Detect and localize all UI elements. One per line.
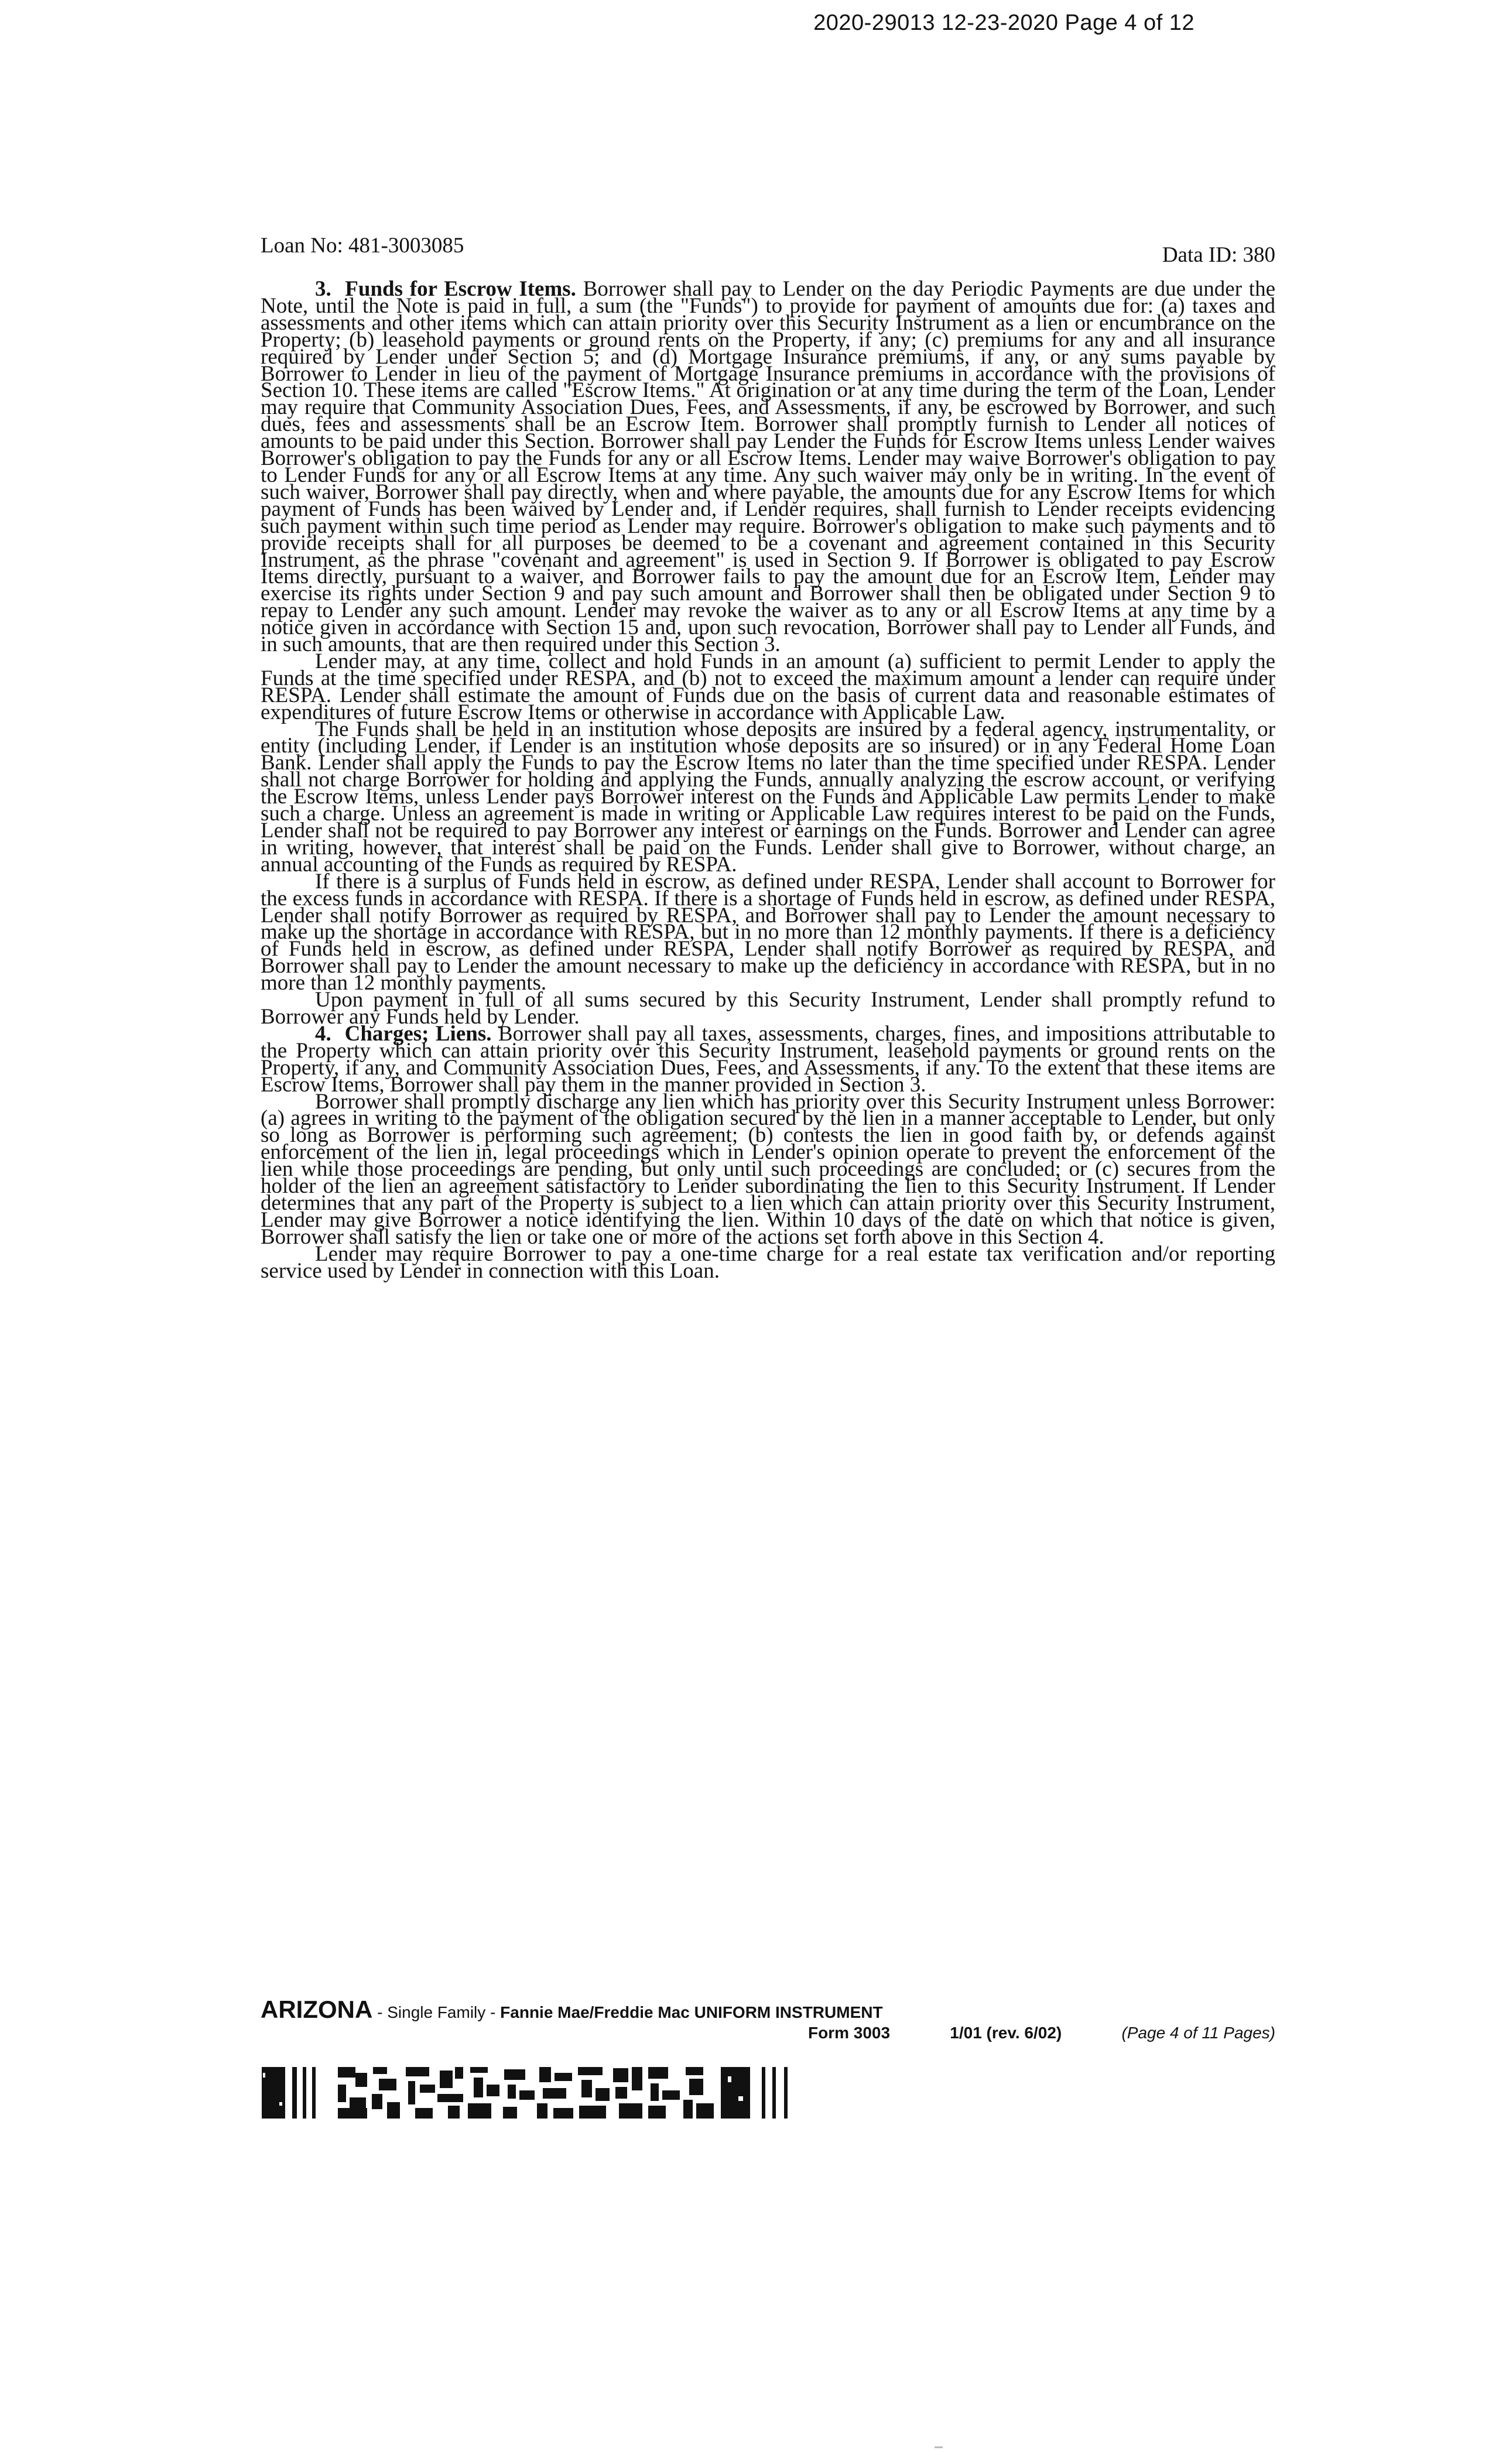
section-4-text-1: Borrower shall pay all taxes, assessments, charges, fines, and impositions attributable to the Property which can attain priority over this Security Instrument, leasehold payments or ground rents on the Property, if any, and Community Association Dues, Fees, and Assessments, if any. To the extent that these items are Escrow Items, Borrower shall pay them in the manner provided in Section 3. xyxy=(261,1021,1276,1097)
footer-form-number: Form 3003 xyxy=(808,2024,891,2042)
section-3-paragraph-1 xyxy=(261,277,1275,657)
scan-artifact xyxy=(935,2446,943,2448)
section-4-paragraph-3: Lender may require Borrower to pay a one-time charge for a real estate tax verification and/or reporting service used by Lender in connection with this Loan. xyxy=(261,1241,1275,1283)
footer-separator: - xyxy=(485,2003,501,2021)
section-3-paragraph-4: If there is a surplus of Funds held in escrow, as defined under RESPA, Lender shall account to Borrower for the excess funds in accordance with RESPA. If there is a shortage of Funds held in escrow, as defined under RESPA, Lender shall notify Borrower as required by RESPA, and Borrower shall pay to Lender the amount necessary to make up the shortage in accordance with RESPA, but in no more than 12 monthly payments. If there is a deficiency of Funds held in escrow, as defined under RESPA, Lender shall notify Borrower as required by RESPA, and Borrower shall pay to Lender the amount necessary to make up the deficiency in accordance with RESPA, but in no more than 12 monthly payments. xyxy=(261,869,1275,995)
footer-family: Single Family xyxy=(387,2003,486,2021)
section-3-paragraph-3: The Funds shall be held in an institution whose deposits are insured by a federal agency, instrumentality, or entity (including Lender, if Lender is an institution whose deposits are so insured) or in any Federal Home Loan Bank. Lender shall apply the Funds to pay the Escrow Items no later than the time specified under RESPA. Lender shall not charge Borrower for holding and applying the Funds, annually analyzing the escrow account, or verifying the Escrow Items, unless Lender pays Borrower interest on the Funds and Applicable Law permits Lender to make such a charge. Unless an agreement is made in writing or Applicable Law requires interest to be paid on the Funds, Lender shall not be required to pay Borrower any interest or earnings on the Funds. Borrower and Lender can agree in writing, however, that interest shall be paid on the Funds. Lender shall give to Borrower, without charge, an annual accounting of the Funds as required by RESPA. xyxy=(261,717,1275,877)
section-4-paragraph-1 xyxy=(261,1021,1276,1097)
barcode-image xyxy=(262,2067,806,2119)
section-3-paragraph-2: Lender may, at any time, collect and hold Funds in an amount (a) sufficient to permit Lender to apply the Funds at the time specified under RESPA, and (b) not to exceed the maximum amount a lender can require under RESPA. Lender shall estimate the amount of Funds due on the basis of current data and reasonable estimates of expenditures of future Escrow Items or otherwise in accordance with Applicable Law. xyxy=(261,649,1275,724)
form-footer-info xyxy=(808,2024,1275,2042)
footer-separator: - xyxy=(372,2003,388,2021)
section-4-heading: Charges; Liens. xyxy=(344,1021,492,1046)
section-4-paragraph-2: Borrower shall promptly discharge any lien which has priority over this Security Instrument unless Borrower: (a) agrees in writing to the payment of the obligation secured by the lien in a manner acceptable to Lender, but only so long as Borrower is performing such agreement; (b) contests the lien in good faith by, or defends against enforcement of the lien in, legal proceedings which in Lender's opinion operate to prevent the enforcement of the lien while those proceedings are pending, but only until such proceedings are concluded; or (c) secures from the holder of the lien an agreement satisfactory to Lender subordinating the lien to this Security Instrument. If Lender determines that any part of the Property is subject to a lien which can attain priority over this Security Instrument, Lender may give Borrower a notice identifying the lien. Within 10 days of the date on which that notice is given, Borrower shall satisfy the lien or take one or more of the actions set forth above in this Section 4. xyxy=(261,1089,1275,1249)
section-3-number: 3. xyxy=(315,277,331,301)
section-3-paragraph-5: Upon payment in full of all sums secured by this Security Instrument, Lender shall promptly refund to Borrower any Funds held by Lender. xyxy=(261,988,1275,1029)
footer-page-count: (Page 4 of 11 Pages) xyxy=(1121,2024,1275,2042)
section-3-heading: Funds for Escrow Items. xyxy=(345,277,576,301)
footer-instrument: Fannie Mae/Freddie Mac UNIFORM INSTRUMENT xyxy=(500,2003,883,2021)
loan-number: Loan No: 481-3003085 xyxy=(261,234,464,258)
data-id: Data ID: 380 xyxy=(1162,243,1275,267)
footer-state: ARIZONA xyxy=(261,1996,373,2023)
document-body xyxy=(261,277,1276,1283)
loan-header xyxy=(261,233,1275,268)
section-3-text-1: Borrower shall pay to Lender on the day Periodic Payments are due under the Note, until the Note is paid in full, a sum (the "Funds") to provide for payment of amounts due for: (a) taxes and assessments and other items which can attain priority over this Security Instrument as a lien or encumbrance on the Property; (b) leasehold payments or ground rents on the Property, if any; (c) premiums for any and all insurance required by Lender under Section 5; and (d) Mortgage Insurance premiums, if any, or any sums payable by Borrower to Lender in lieu of the payment of Mortgage Insurance premiums in accordance with the provisions of Section 10. These items are called "Escrow Items." At origination or at any time during the term of the Loan, Lender may require that Community Association Dues, Fees, and Assessments, if any, be escrowed by Borrower, and such dues, fees and assessments shall be an Escrow Item. Borrower shall promptly furnish to Lender all notices of amounts to be paid under this Section. Borrower shall pay Lender the Funds for Escrow Items unless Lender waives Borrower's obligation to pay the Funds for any or all Escrow Items. Lender may waive Borrower's obligation to pay to Lender Funds for any or all Escrow Items at any time. Any such waiver may only be in writing. In the event of such waiver, Borrower shall pay directly, when and where payable, the amounts due for any Escrow Items for which payment of Funds has been waived by Lender and, if Lender requires, shall furnish to Lender receipts evidencing such payment within such time period as Lender may require. Borrower's obligation to make such payments and to provide receipts shall for all purposes be deemed to be a covenant and agreement contained in this Security Instrument, as the phrase "covenant and agreement" is used in Section 9. If Borrower is obligated to pay Escrow Items directly, pursuant to a waiver, and Borrower fails to pay the amount due for an Escrow Item, Lender may exercise its rights under Section 9 and pay such amount and Borrower shall then be obligated under Section 9 to repay to Lender any such amount. Lender may revoke the waiver as to any or all Escrow Items at any time by a notice given in accordance with Section 15 and, upon such revocation, Borrower shall pay to Lender all Funds, and in such amounts, that are then required under this Section 3. xyxy=(261,277,1275,657)
section-4-number: 4. xyxy=(315,1021,331,1046)
form-footer-title xyxy=(261,1996,883,2024)
footer-revision: 1/01 (rev. 6/02) xyxy=(950,2024,1062,2042)
recording-stamp: 2020-29013 12-23-2020 Page 4 of 12 xyxy=(813,11,1195,35)
